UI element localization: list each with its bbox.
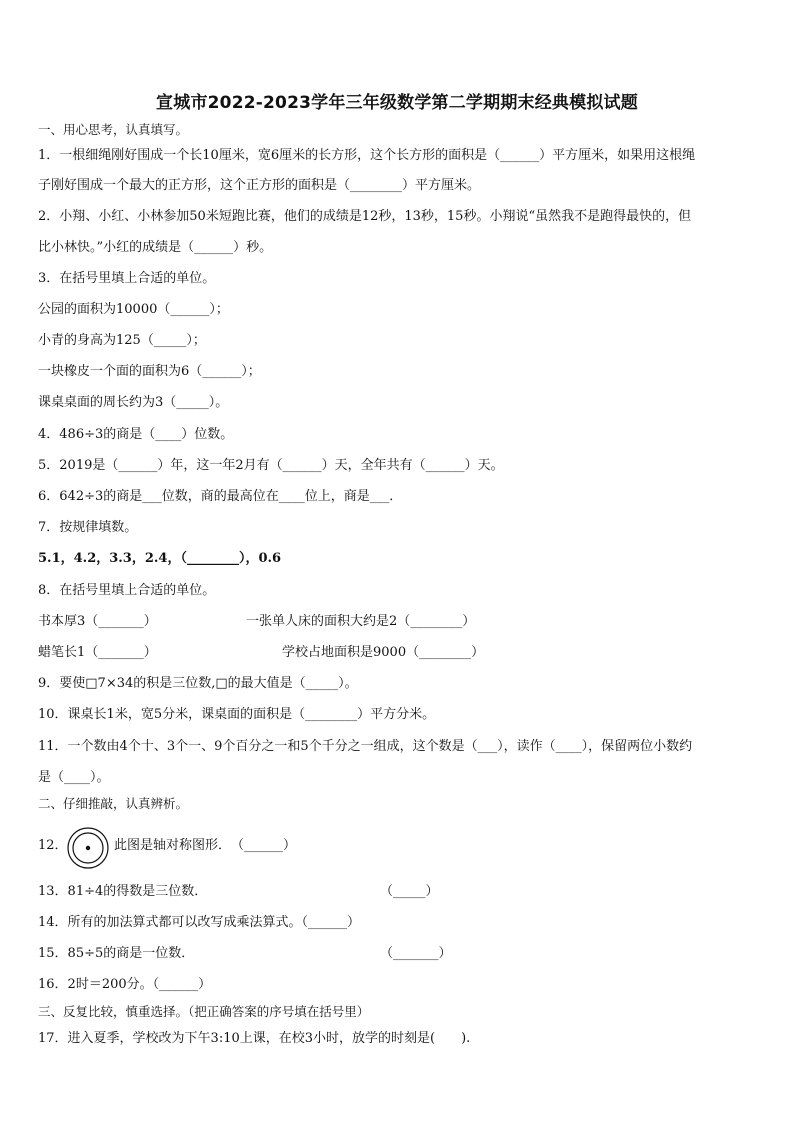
question-15-text: 15．85÷5的商是一位数． xyxy=(38,946,195,961)
question-8-stem: 8．在括号里填上合适的单位。 xyxy=(38,583,216,598)
question-11-line-2: 是（____）。 xyxy=(38,770,110,785)
question-17: 17．进入夏季，学校改为下午3:10上课，在校3小时，放学的时刻是( ). xyxy=(38,1031,471,1046)
question-8-item-4: 学校占地面积是9000（________） xyxy=(282,645,485,660)
question-6: 6．642÷3的商是___位数，商的最高位在____位上，商是___． xyxy=(38,489,403,504)
question-5: 5．2019是（______）年，这一年2月有（______）天，全年共有（______）天。 xyxy=(38,458,504,473)
question-11-line-1: 11．一个数由4个十、3个一、9个百分之一和5个千分之一组成，这个数是（___），读作（____），保留两位小数约 xyxy=(38,739,693,754)
question-3-item-1: 公园的面积为10000（______）； xyxy=(38,302,229,317)
section-2-heading: 二、仔细推敲，认真辨析。 xyxy=(38,796,189,811)
question-12-text: 此图是轴对称图形． （______） xyxy=(114,838,297,853)
question-8-item-3: 蜡笔长1（_______） xyxy=(38,645,157,660)
question-2-line-1: 2．小翔、小红、小林参加50米短跑比赛，他们的成绩是12秒，13秒，15秒。小翔说“虽然我不是跑得最快的，但 xyxy=(38,209,692,224)
question-1-line-2: 子刚好围成一个最大的正方形，这个正方形的面积是（________）平方厘米。 xyxy=(38,178,481,193)
question-9: 9．要使□7×34的积是三位数,□的最大值是（_____）。 xyxy=(38,676,358,691)
question-16: 16．2时＝200分。（______） xyxy=(38,977,212,992)
question-7-stem: 7．按规律填数。 xyxy=(38,520,138,535)
question-8-item-1: 书本厚3（_______） xyxy=(38,614,157,629)
question-15-answer-blank: （_______） xyxy=(380,946,452,961)
question-10: 10．课桌长1米，宽5分米，课桌面的面积是（________）平方分米。 xyxy=(38,707,436,722)
question-3-item-3: 一块橡皮一个面的面积为6（______）； xyxy=(38,364,261,379)
question-8-item-2: 一张单人床的面积大约是2（________） xyxy=(246,614,476,629)
section-3-heading: 三、反复比较，慎重选择。（把正确答案的序号填在括号里） xyxy=(38,1004,370,1019)
question-7-sequence: 5.1，4.2，3.3，2.4，（________），0.6 xyxy=(38,551,282,566)
question-13-answer-blank: （_____） xyxy=(380,884,439,899)
question-4: 4．486÷3的商是（____）位数。 xyxy=(38,427,234,442)
question-3-item-2: 小青的身高为125（_____）； xyxy=(38,333,206,348)
section-1-heading: 一、用心思考，认真填写。 xyxy=(38,122,189,137)
question-14: 14．所有的加法算式都可以改写成乘法算式。（______） xyxy=(38,915,361,930)
question-12-number: 12． xyxy=(38,838,68,853)
question-13-text: 13．81÷4的得数是三位数． xyxy=(38,884,208,899)
page-title: 宣城市2022-2023学年三年级数学第二学期期末经典模拟试题 xyxy=(156,93,638,113)
concentric-circles-icon xyxy=(66,826,110,870)
question-1-line-1: 1．一根细绳刚好围成一个长10厘米，宽6厘米的长方形，这个长方形的面积是（______）平方厘米，如果用这根绳 xyxy=(38,148,696,163)
question-3-stem: 3．在括号里填上合适的单位。 xyxy=(38,271,216,286)
question-3-item-4: 课桌桌面的周长约为3（_____）。 xyxy=(38,395,229,410)
question-2-line-2: 比小林快。”小红的成绩是（______）秒。 xyxy=(38,240,273,255)
